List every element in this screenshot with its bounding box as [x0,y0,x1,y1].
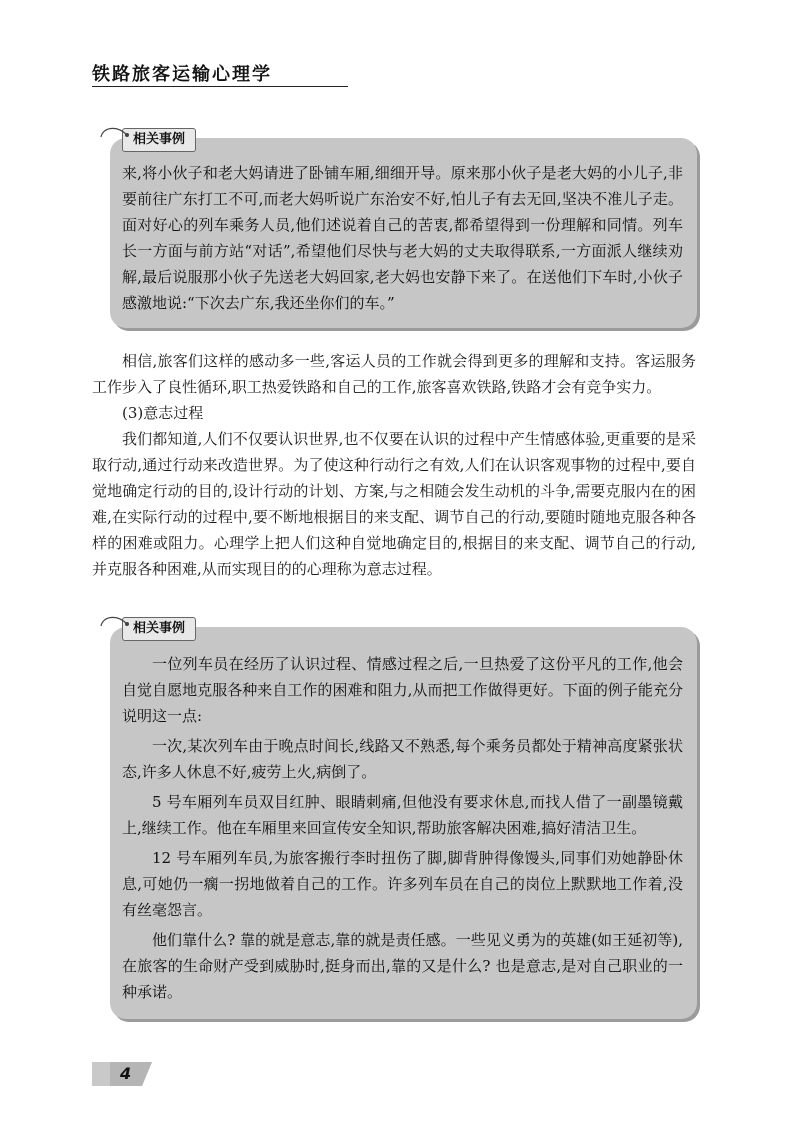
case-paragraph: 5 号车厢列车员双目红肿、眼睛刺痛,但他没有要求休息,而找人借了一副墨镜戴上,继续工作。他在车厢里来回宣传安全知识,帮助旅客解决困难,搞好清洁卫生。 [122,793,683,837]
related-case-box-2 [110,621,697,1019]
body-paragraph: 我们都知道,人们不仅要认识世界,也不仅要在认识的过程中产生情感体验,更重要的是采取行动,通过行动来改造世界。为了使这种行动行之有效,人们在认识客观事物的过程中,要自觉地确定行动的目的,设计行动的计划、方案,与之相随会发生动机的斗争,需要克服内在的困难,在实际行动的过程中,要不断地根据目的来支配、调节自己的行动,要随时随地克服各种各样的困难或阻力。心理学上把人们这种自觉地确定目的,根据目的来支配、调节自己的行动,并克服各种困难,从而实现目的的心理称为意志过程。 [92,430,696,578]
case-text [122,160,683,320]
book-title: 铁路旅客运输心理学 [92,64,272,85]
related-case-tag [122,128,196,152]
case-paragraph: 来,将小伙子和老大妈请进了卧铺车厢,细细开导。原来那小伙子是老大妈的小儿子,非要前往广东打工不可,而老大妈听说广东治安不好,怕儿子有去无回,坚决不准儿子走。面对好心的列车乘务人员,他们述说着自己的苦衷,都希望得到一份理解和同情。列车长一方面与前方站“对话”,希望他们尽快与老大妈的丈夫取得联系,一方面派人继续劝解,最后说服那小伙子先送老大妈回家,老大妈也安静下来了。在送他们下车时,小伙子感激地说:“下次去广东,我还坐你们的车。” [122,164,683,312]
tag-string-icon [97,123,131,145]
header-rule [92,86,348,87]
case-paragraph: 一位列车员在经历了认识过程、情感过程之后,一旦热爱了这份平凡的工作,他会自觉自愿地克服各种来自工作的困难和阻力,从而把工作做得更好。下面的例子能充分说明这一点: [122,655,683,725]
related-case-tag-label: 相关事例 [133,132,186,147]
case-paragraph: 一次,某次列车由于晚点时间长,线路又不熟悉,每个乘务员都处于精神高度紧张状态,许多人休息不好,疲劳上火,病倒了。 [122,737,683,781]
case-paragraph: 他们靠什么? 靠的就是意志,靠的就是责任感。一些见义勇为的英雄(如王延初等),在旅客的生命财产受到威胁时,挺身而出,靠的又是什么? 也是意志,是对自己职业的一种承诺。 [122,931,683,1001]
running-header [92,60,348,88]
related-case-tag [122,617,196,641]
page-number: 4 [120,1064,132,1083]
page-number-tab [92,1062,152,1086]
tag-string-icon [97,612,131,634]
case-paragraph: 12 号车厢列车员,为旅客搬行李时扭伤了脚,脚背肿得像馒头,同事们劝她静卧休息,可她仍一瘸一拐地做着自己的工作。许多列车员在自己的岗位上默默地工作着,没有丝毫怨言。 [122,849,683,919]
body-paragraph: 相信,旅客们这样的感动多一些,客运人员的工作就会得到更多的理解和支持。客运服务工作步入了良性循环,职工热爱铁路和自己的工作,旅客喜欢铁路,铁路才会有竞争实力。 [92,352,696,396]
section-heading: (3)意志过程 [122,404,204,422]
body-section [92,348,696,582]
related-case-box-1 [110,132,697,328]
case-text [122,651,683,1009]
related-case-tag-label: 相关事例 [133,621,186,636]
